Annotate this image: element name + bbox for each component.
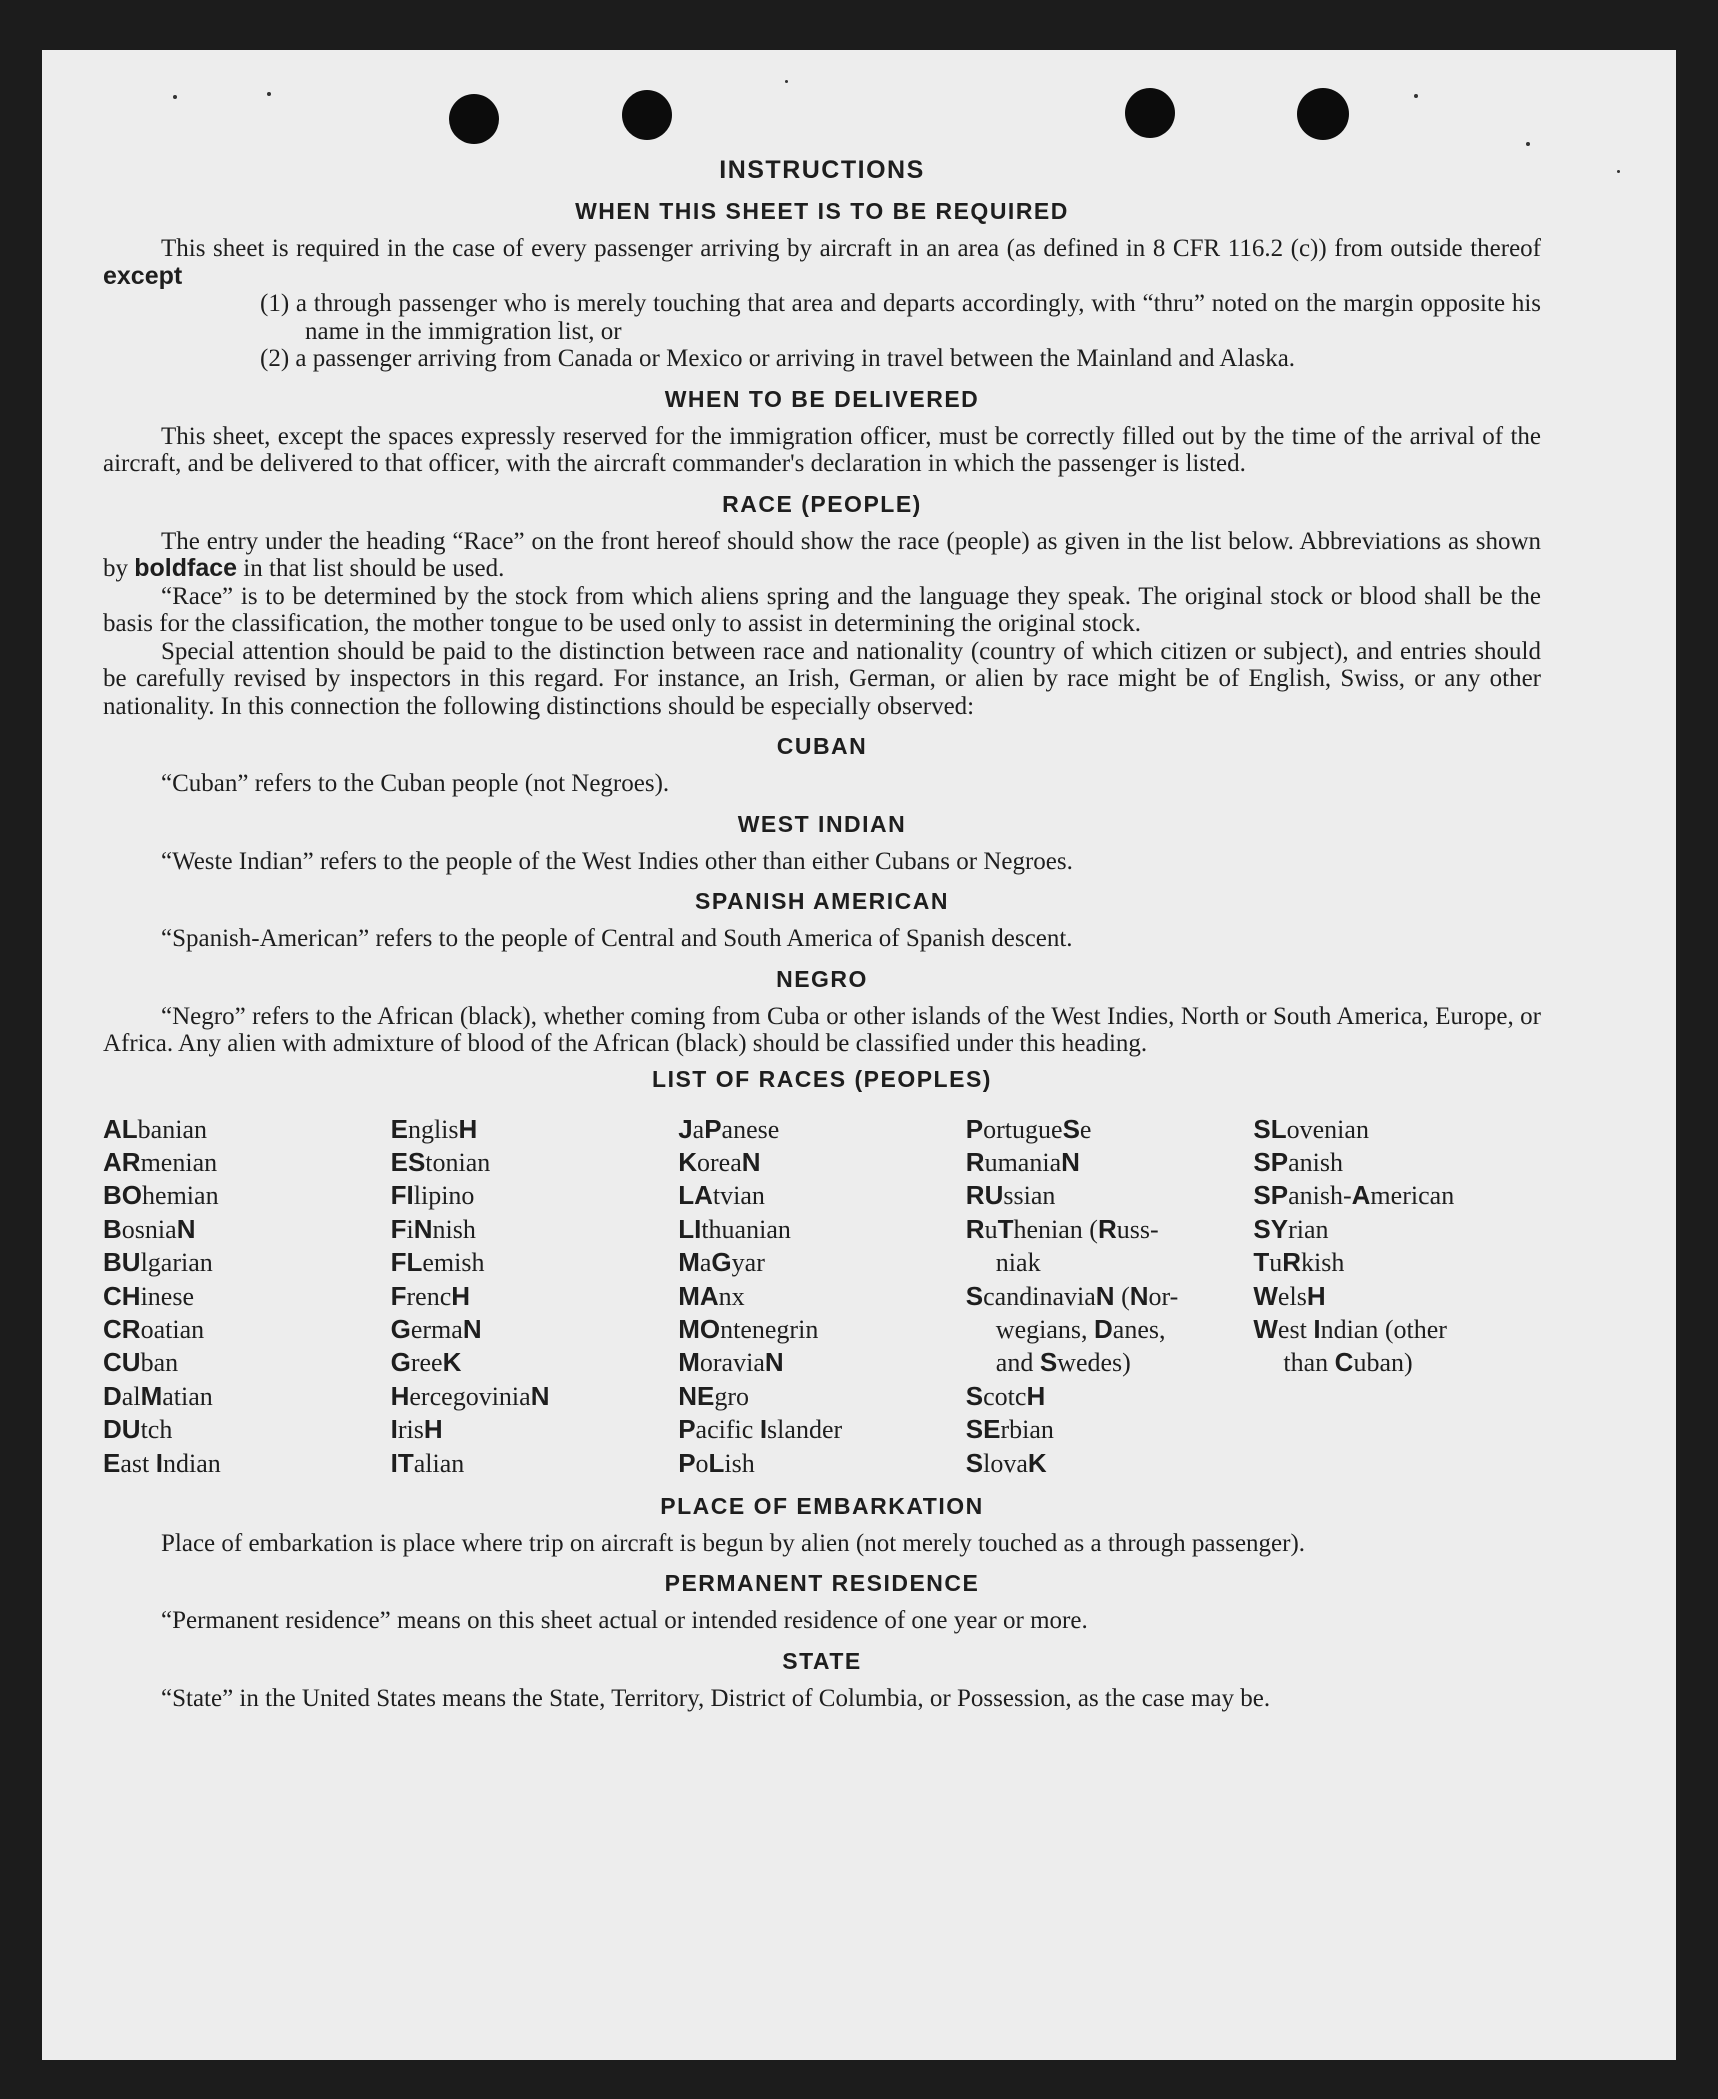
paragraph: “State” in the United States means the State, Territory, District of Columbia, or Possession, as the case may be.: [161, 1684, 1271, 1712]
race-list-item: KoreaN: [678, 1146, 761, 1177]
race-list-item: and Swedes): [995, 1347, 1131, 1378]
race-column: [678, 1113, 966, 1480]
race-list-item: MoraviaN: [678, 1347, 784, 1378]
scan-speck: [1617, 170, 1620, 173]
paragraph: “Negro” refers to the African (black), whether coming from Cuba or other islands of the West Indies, North or South America, Europe, or Africa. Any alien with admixture of blood of the African (black) should be classified under this heading.: [103, 1002, 1541, 1057]
race-list-item: niak: [995, 1248, 1041, 1278]
race-list-item: SlovaK: [965, 1447, 1047, 1478]
section-heading: PERMANENT RESIDENCE: [664, 1570, 980, 1597]
race-column: [391, 1113, 679, 1480]
race-list-item: GreeK: [390, 1347, 462, 1378]
paragraph: Place of embarkation is place where trip on aircraft is begun by alien (not merely touched as a through passenger).: [161, 1529, 1306, 1557]
punch-hole: [622, 90, 672, 140]
race-column: [103, 1113, 391, 1480]
race-list-item: SErbian: [965, 1414, 1054, 1445]
race-list-item: PortugueSe: [965, 1113, 1092, 1144]
race-list-item: MaGyar: [678, 1247, 765, 1278]
punch-hole: [449, 94, 499, 144]
race-list-item: BOhemian: [103, 1180, 219, 1211]
section-heading: WHEN THIS SHEET IS TO BE REQUIRED: [575, 198, 1069, 224]
paragraph: [103, 235, 1541, 290]
race-list-item: FIlipino: [390, 1180, 475, 1211]
race-list-item: SLovenian: [1253, 1113, 1369, 1144]
race-list-item: FrencH: [390, 1280, 471, 1311]
race-list-item: RUssian: [965, 1180, 1056, 1211]
paragraph-text: This sheet is required in the case of every passenger arriving by aircraft in an area (as defined in 8 CFR 116.2 (c)) from outside thereof: [161, 235, 1541, 262]
race-list-item: SPanish-American: [1253, 1180, 1455, 1211]
race-list-item: MAnx: [678, 1280, 745, 1311]
race-list-item: CUban: [103, 1347, 179, 1378]
race-list-item: TuRkish: [1253, 1247, 1345, 1278]
race-list-item: LAtvian: [678, 1180, 765, 1211]
section-heading: RACE (PEOPLE): [722, 490, 922, 517]
race-list-item: East Indian: [103, 1447, 221, 1478]
paragraph: “Cuban” refers to the Cuban people (not Negroes).: [161, 770, 670, 797]
section-heading: SPANISH AMERICAN: [694, 888, 949, 914]
race-list-item: SPanish: [1253, 1146, 1343, 1177]
section-heading: CUBAN: [776, 733, 868, 759]
race-list-item: DalMatian: [103, 1380, 213, 1411]
list-item: (1) a through passenger who is merely touching that area and departs accordingly, with “thru” noted on the margin opposite his name in the immigration list, or: [260, 290, 1541, 345]
race-list-item: ALbanian: [103, 1113, 207, 1144]
section-heading: LIST OF RACES (PEOPLES): [652, 1065, 992, 1092]
race-list-item: RuThenian (Russ-: [965, 1213, 1159, 1244]
race-list-item: LIthuanian: [678, 1213, 791, 1244]
scan-speck: [267, 92, 271, 96]
punch-hole: [1125, 88, 1175, 138]
race-list-item: FiNnish: [390, 1213, 476, 1244]
paragraph: [103, 528, 1541, 583]
paragraph: “Permanent residence” means on this sheet actual or intended residence of one year or more.: [161, 1607, 1088, 1635]
emphasis-text: boldface: [134, 554, 238, 582]
race-list-item: WelsH: [1253, 1280, 1326, 1311]
race-list-item: JaPanese: [678, 1113, 780, 1144]
scan-speck: [785, 80, 788, 83]
race-list-item: PoLish: [678, 1447, 755, 1478]
paragraph: “Weste Indian” refers to the people of the West Indies other than either Cubans or Negroes.: [161, 847, 1073, 875]
page-title: INSTRUCTIONS: [719, 156, 925, 184]
race-list-item: EnglisH: [390, 1113, 478, 1144]
race-list-item: GermaN: [390, 1313, 482, 1344]
race-list-item: RumaniaN: [965, 1146, 1080, 1177]
race-list-item: ITalian: [390, 1447, 465, 1478]
race-list-item: HercegoviniaN: [390, 1380, 550, 1411]
race-list-item: BosniaN: [103, 1213, 196, 1244]
scan-speck: [1414, 94, 1418, 98]
race-list-item: BUlgarian: [103, 1247, 213, 1278]
list-item: (2) a passenger arriving from Canada or Mexico or arriving in travel between the Mainland and Alaska.: [260, 345, 1296, 372]
race-list-item: DUtch: [103, 1414, 173, 1445]
paragraph-text: The entry under the heading “Race” on the front hereof should show the race (people) as given in the list below. Abbreviations as shown by: [103, 527, 1541, 582]
race-column: [966, 1113, 1254, 1480]
race-list-item: CRoatian: [103, 1313, 205, 1344]
race-list-item: IrisH: [390, 1414, 443, 1445]
scan-speck: [1526, 142, 1530, 146]
race-list-item: SYrian: [1253, 1213, 1329, 1244]
section-heading: WEST INDIAN: [737, 810, 907, 837]
paragraph: “Spanish-American” refers to the people of Central and South America of Spanish descent.: [161, 925, 1073, 952]
race-list-item: ScotcH: [965, 1380, 1046, 1411]
emphasis-text: except: [103, 261, 183, 290]
instructions-content: [103, 156, 1541, 1712]
race-list-item: West Indian (other: [1253, 1313, 1447, 1344]
race-list-item: CHinese: [103, 1280, 195, 1311]
paragraph: This sheet, except the spaces expressly reserved for the immigration officer, must be correctly filled out by the time of the arrival of the aircraft, and be delivered to that officer, with the aircraft commander's declaration in which the passenger is listed.: [103, 422, 1541, 477]
section-heading: WHEN TO BE DELIVERED: [664, 385, 980, 412]
section-heading: NEGRO: [776, 965, 868, 992]
race-list-item: Pacific Islander: [678, 1414, 843, 1445]
race-list-item: MOntenegrin: [678, 1313, 819, 1344]
race-list-item: wegians, Danes,: [995, 1313, 1166, 1344]
paragraph-text: in that list should be used.: [243, 555, 505, 582]
race-list-item: EStonian: [390, 1146, 491, 1177]
paragraph: “Race” is to be determined by the stock from which aliens spring and the language they speak. The original stock or blood shall be the basis for the classification, the mother tongue to be used only to assist in determining the original stock.: [103, 582, 1541, 637]
paragraph: Special attention should be paid to the distinction between race and nationality (country of which citizen or subject), and entries should be carefully revised by inspectors in this regard. For instance, an Irish, German, or alien by race might be of English, Swiss, or any other nationality. In this connection the following distinctions should be especially observed:: [103, 637, 1541, 720]
punch-hole: [1297, 88, 1349, 140]
race-list-item: ScandinaviaN (Nor-: [965, 1280, 1179, 1311]
race-list: [103, 1113, 1541, 1480]
scan-speck: [173, 95, 177, 99]
race-column: [1253, 1113, 1541, 1480]
section-heading: STATE: [782, 1647, 862, 1674]
section-heading: PLACE OF EMBARKATION: [660, 1492, 984, 1519]
race-list-item: NEgro: [678, 1380, 749, 1411]
race-list-item: FLemish: [390, 1247, 485, 1278]
race-list-item: ARmenian: [103, 1146, 218, 1177]
race-list-item: than Cuban): [1283, 1347, 1413, 1378]
